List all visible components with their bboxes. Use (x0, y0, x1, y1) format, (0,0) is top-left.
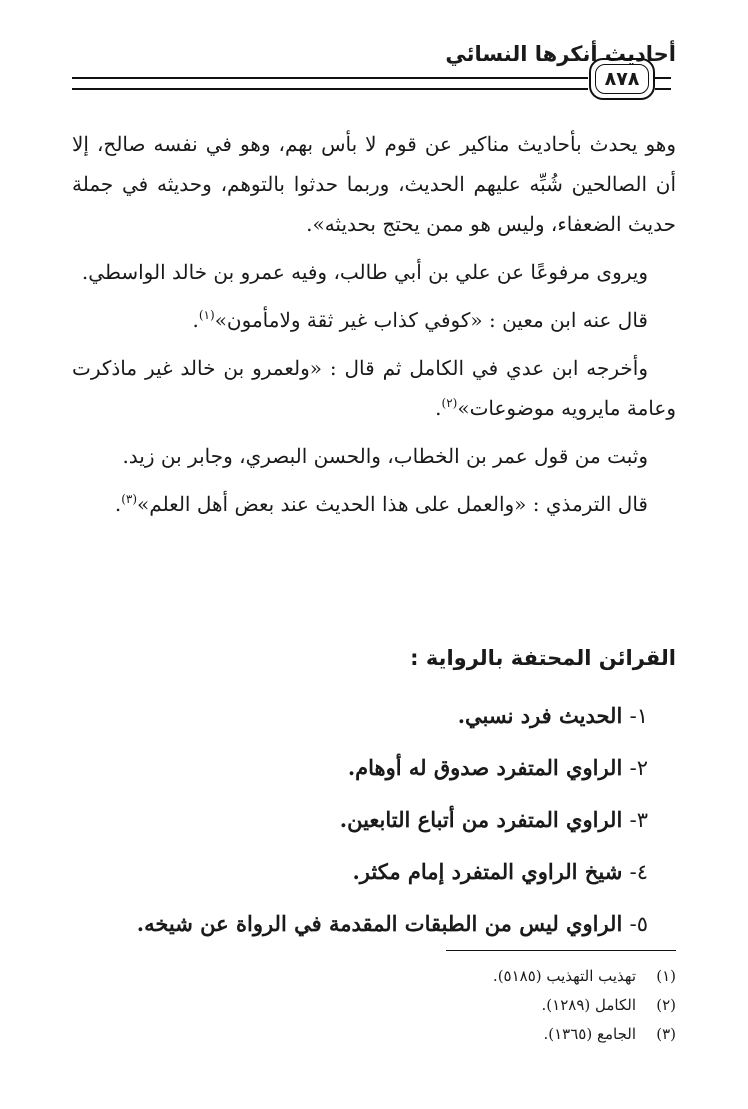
paragraph-6 (72, 484, 676, 524)
list-item-text: الراوي المتفرد صدوق له أوهام. (347, 755, 623, 780)
footnote-text: تهذيب التهذيب (٥١٨٥). (492, 967, 636, 985)
paragraph-6-text: قال الترمذي : «والعمل على هذا الحديث عند بعض أهل العلم» (137, 492, 648, 516)
footnote-marker-3: (٣) (121, 492, 138, 506)
page-number: ٨٧٨ (595, 64, 649, 94)
header-rule-top (72, 77, 588, 79)
footnotes (493, 962, 676, 1049)
punctuation: . (114, 492, 122, 516)
list-item (137, 742, 648, 794)
criteria-list (137, 690, 648, 950)
punctuation: . (435, 396, 442, 420)
list-item-number: ٥- (629, 912, 648, 936)
footnote-text: الكامل (١٢٨٩). (541, 996, 636, 1014)
page-number-frame (589, 58, 655, 100)
list-item-text: شيخ الراوي المتفرد إمام مكثر. (352, 859, 623, 884)
footnote-number: (٣) (656, 1025, 676, 1043)
paragraph-1: وهو يحدث بأحاديث مناكير عن قوم لا بأس بهم، وهو في نفسه صالح، إلا أن الصالحين شُبِّه عليهم الحديث، وربما حدثوا بالتوهم، وحديثه في جملة حديث الضعفاء، وليس هو ممن يحتج بحديثه». (72, 132, 676, 236)
footnote-number: (٢) (656, 996, 676, 1014)
section-heading: القرائن المحتفة بالرواية : (410, 646, 676, 670)
list-item-number: ١- (629, 704, 648, 728)
header-rule-right-top (655, 77, 671, 79)
list-item-text: الحديث فرد نسبي. (457, 703, 623, 728)
list-item (137, 846, 648, 898)
list-item-number: ٣- (629, 808, 648, 832)
header-rule-right-bottom (655, 88, 671, 90)
paragraph-2: ويروى مرفوعًا عن علي بن أبي طالب، وفيه عمرو بن خالد الواسطي. (81, 260, 648, 284)
list-item (137, 794, 648, 846)
paragraph-5: وثبت من قول عمر بن الخطاب، والحسن البصري، وجابر بن زيد. (122, 444, 648, 468)
list-item-text: الراوي المتفرد من أتباع التابعين. (339, 807, 623, 832)
list-item-number: ٢- (629, 756, 648, 780)
list-item-text: الراوي ليس من الطبقات المقدمة في الرواة عن شيخه. (136, 911, 623, 936)
paragraph-4 (72, 348, 676, 428)
footnote (493, 991, 676, 1020)
main-text (72, 124, 676, 532)
list-item (137, 898, 648, 950)
punctuation: . (192, 308, 199, 332)
footnote-marker-1: (١) (198, 308, 215, 322)
footnote-number: (١) (656, 967, 676, 985)
list-item-number: ٤- (629, 860, 648, 884)
list-item (137, 690, 648, 742)
footnote (493, 962, 676, 991)
footnote-marker-2: (٢) (441, 396, 458, 410)
paragraph-3-text: قال عنه ابن معين : «كوفي كذاب غير ثقة ولامأمون» (214, 308, 648, 332)
footnote-separator (446, 950, 676, 951)
paragraph-3 (72, 300, 676, 340)
paragraph-4-text: وأخرجه ابن عدي في الكامل ثم قال : «ولعمرو بن خالد غير ماذكرت وعامة مايرويه موضوعات» (72, 356, 676, 420)
running-header-title: أحاديث أنكرها النسائي (445, 42, 676, 66)
footnote (493, 1020, 676, 1049)
footnote-text: الجامع (١٣٦٥). (543, 1025, 636, 1043)
header-rule-bottom (72, 88, 588, 90)
